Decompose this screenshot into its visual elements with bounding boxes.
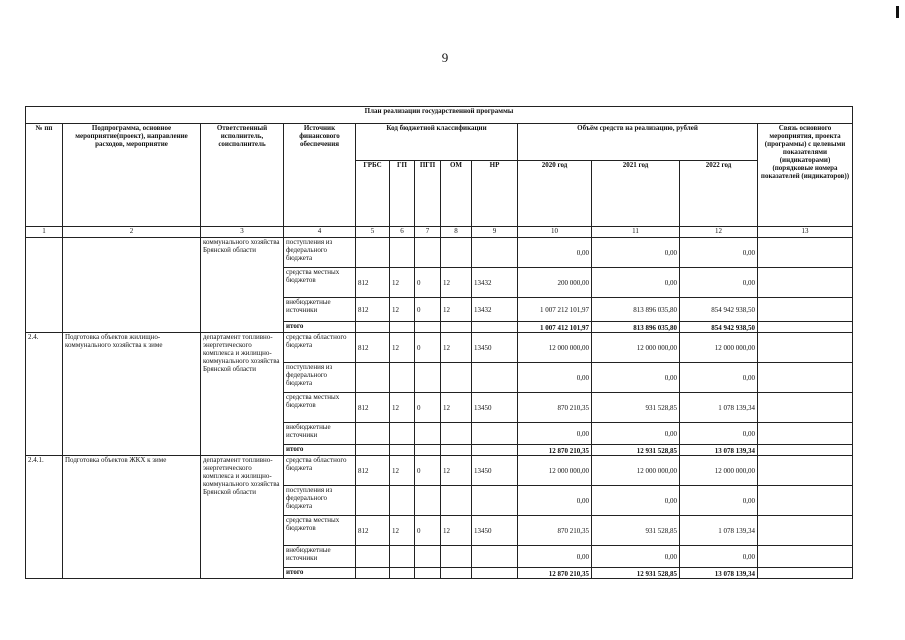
table-row bbox=[26, 333, 853, 363]
col-number: 2 bbox=[63, 227, 201, 238]
amount-2020: 0,00 bbox=[518, 546, 592, 568]
code-om bbox=[441, 546, 472, 568]
measure-name: Подготовка объектов ЖКХ к зиме bbox=[63, 456, 201, 579]
code-om bbox=[441, 238, 472, 268]
col-number: 3 bbox=[201, 227, 284, 238]
code-nr bbox=[472, 423, 518, 445]
amount-2020: 12 000 000,00 bbox=[518, 333, 592, 363]
amount-2022: 13 078 139,34 bbox=[680, 445, 758, 456]
code-gp: 12 bbox=[390, 516, 415, 546]
table-row bbox=[26, 456, 853, 486]
amount-2020: 12 870 210,35 bbox=[518, 445, 592, 456]
header-pgp: ПГП bbox=[415, 161, 441, 227]
col-number: 5 bbox=[356, 227, 390, 238]
amount-2020: 0,00 bbox=[518, 486, 592, 516]
col-number: 11 bbox=[592, 227, 680, 238]
funding-source: итого bbox=[284, 568, 356, 579]
code-om: 12 bbox=[441, 268, 472, 298]
funding-source: внебюджетные источники bbox=[284, 298, 356, 322]
header-om: ОМ bbox=[441, 161, 472, 227]
header-gp: ГП bbox=[390, 161, 415, 227]
indicator-link bbox=[758, 486, 853, 516]
col-number: 4 bbox=[284, 227, 356, 238]
header-budget-code: Код бюджетной классификации bbox=[356, 124, 518, 161]
amount-2021: 0,00 bbox=[592, 423, 680, 445]
code-pgp bbox=[415, 363, 441, 393]
funding-source: внебюджетные источники bbox=[284, 546, 356, 568]
title-row bbox=[26, 107, 853, 124]
amount-2021: 0,00 bbox=[592, 546, 680, 568]
code-grbs: 812 bbox=[356, 456, 390, 486]
code-om: 12 bbox=[441, 393, 472, 423]
code-nr: 13432 bbox=[472, 298, 518, 322]
code-om bbox=[441, 423, 472, 445]
measure-name: Подготовка объектов жилищно-коммунального хозяйства к зиме bbox=[63, 333, 201, 456]
code-gp bbox=[390, 568, 415, 579]
row-number bbox=[26, 238, 63, 333]
amount-2020: 1 007 212 101,97 bbox=[518, 298, 592, 322]
amount-2020: 12 000 000,00 bbox=[518, 456, 592, 486]
page-number: 9 bbox=[441, 50, 449, 65]
code-nr bbox=[472, 238, 518, 268]
code-nr: 13450 bbox=[472, 456, 518, 486]
code-pgp: 0 bbox=[415, 268, 441, 298]
code-pgp bbox=[415, 568, 441, 579]
table-title: План реализации государственной программы bbox=[26, 107, 853, 124]
code-gp bbox=[390, 322, 415, 333]
amount-2021: 12 931 528,85 bbox=[592, 445, 680, 456]
amount-2020: 0,00 bbox=[518, 423, 592, 445]
code-nr bbox=[472, 546, 518, 568]
amount-2022: 1 078 139,34 bbox=[680, 516, 758, 546]
code-nr: 13450 bbox=[472, 516, 518, 546]
code-pgp bbox=[415, 423, 441, 445]
amount-2021: 931 528,85 bbox=[592, 516, 680, 546]
header-executor: Ответственный исполнитель, соисполнитель bbox=[201, 124, 284, 227]
edge-mark bbox=[896, 6, 899, 18]
amount-2020: 200 000,00 bbox=[518, 268, 592, 298]
code-gp bbox=[390, 445, 415, 456]
amount-2021: 813 896 035,80 bbox=[592, 298, 680, 322]
indicator-link bbox=[758, 298, 853, 322]
code-pgp bbox=[415, 322, 441, 333]
code-pgp bbox=[415, 546, 441, 568]
measure-name bbox=[63, 238, 201, 333]
code-grbs bbox=[356, 238, 390, 268]
indicator-link bbox=[758, 546, 853, 568]
amount-2022: 1 078 139,34 bbox=[680, 393, 758, 423]
code-grbs bbox=[356, 568, 390, 579]
code-pgp bbox=[415, 486, 441, 516]
indicator-link bbox=[758, 333, 853, 363]
indicator-link bbox=[758, 238, 853, 268]
code-grbs: 812 bbox=[356, 333, 390, 363]
funding-source: средства местных бюджетов bbox=[284, 268, 356, 298]
col-number: 9 bbox=[472, 227, 518, 238]
amount-2020: 0,00 bbox=[518, 238, 592, 268]
funding-source: средства местных бюджетов bbox=[284, 516, 356, 546]
code-om bbox=[441, 568, 472, 579]
funding-source: средства областного бюджета bbox=[284, 333, 356, 363]
funding-source: средства областного бюджета bbox=[284, 456, 356, 486]
header-num: № пп bbox=[26, 124, 63, 227]
code-gp: 12 bbox=[390, 456, 415, 486]
code-grbs: 812 bbox=[356, 298, 390, 322]
code-pgp: 0 bbox=[415, 298, 441, 322]
col-number: 1 bbox=[26, 227, 63, 238]
indicator-link bbox=[758, 516, 853, 546]
code-gp bbox=[390, 486, 415, 516]
code-om bbox=[441, 363, 472, 393]
amount-2022: 0,00 bbox=[680, 546, 758, 568]
indicator-link bbox=[758, 363, 853, 393]
code-pgp: 0 bbox=[415, 333, 441, 363]
code-grbs bbox=[356, 363, 390, 393]
code-gp: 12 bbox=[390, 333, 415, 363]
code-nr bbox=[472, 322, 518, 333]
code-grbs bbox=[356, 486, 390, 516]
code-nr: 13450 bbox=[472, 333, 518, 363]
column-number-row bbox=[26, 227, 853, 238]
col-number: 7 bbox=[415, 227, 441, 238]
amount-2021: 12 000 000,00 bbox=[592, 333, 680, 363]
code-om: 12 bbox=[441, 298, 472, 322]
code-pgp bbox=[415, 445, 441, 456]
amount-2022: 854 942 938,50 bbox=[680, 298, 758, 322]
funding-source: итого bbox=[284, 445, 356, 456]
code-om bbox=[441, 322, 472, 333]
code-grbs: 812 bbox=[356, 516, 390, 546]
header-amount: Объём средств на реализацию, рублей bbox=[518, 124, 758, 161]
funding-source: поступления из федерального бюджета bbox=[284, 486, 356, 516]
code-nr bbox=[472, 486, 518, 516]
executor: коммунального хозяйства Брянской области bbox=[201, 238, 284, 333]
funding-source: поступления из федерального бюджета bbox=[284, 363, 356, 393]
amount-2022: 12 000 000,00 bbox=[680, 333, 758, 363]
header-row-1 bbox=[26, 124, 853, 161]
header-source: Источник финансового обеспечения bbox=[284, 124, 356, 227]
amount-2020: 0,00 bbox=[518, 363, 592, 393]
code-nr bbox=[472, 363, 518, 393]
code-grbs: 812 bbox=[356, 268, 390, 298]
code-grbs: 812 bbox=[356, 393, 390, 423]
col-number: 10 bbox=[518, 227, 592, 238]
table-row bbox=[26, 238, 853, 268]
code-nr: 13450 bbox=[472, 393, 518, 423]
funding-source: итого bbox=[284, 322, 356, 333]
code-gp bbox=[390, 238, 415, 268]
code-nr: 13432 bbox=[472, 268, 518, 298]
code-grbs bbox=[356, 423, 390, 445]
amount-2022: 0,00 bbox=[680, 238, 758, 268]
amount-2022: 13 078 139,34 bbox=[680, 568, 758, 579]
amount-2021: 0,00 bbox=[592, 486, 680, 516]
amount-2022: 12 000 000,00 bbox=[680, 456, 758, 486]
amount-2020: 12 870 210,35 bbox=[518, 568, 592, 579]
amount-2021: 12 931 528,85 bbox=[592, 568, 680, 579]
program-plan-table bbox=[25, 106, 853, 579]
code-gp: 12 bbox=[390, 393, 415, 423]
code-grbs bbox=[356, 546, 390, 568]
col-number: 6 bbox=[390, 227, 415, 238]
amount-2022: 0,00 bbox=[680, 423, 758, 445]
header-2022: 2022 год bbox=[680, 161, 758, 227]
amount-2022: 0,00 bbox=[680, 268, 758, 298]
code-nr bbox=[472, 568, 518, 579]
funding-source: поступления из федерального бюджета bbox=[284, 238, 356, 268]
executor: департамент топливно-энергетического комплекса и жилищно-коммунального хозяйства Брянской области bbox=[201, 456, 284, 579]
code-pgp bbox=[415, 238, 441, 268]
header-2020: 2020 год bbox=[518, 161, 592, 227]
header-subprogram: Подпрограмма, основное мероприятие(проект), направление расходов, мероприятие bbox=[63, 124, 201, 227]
row-number: 2.4. bbox=[26, 333, 63, 456]
code-grbs bbox=[356, 445, 390, 456]
indicator-link bbox=[758, 393, 853, 423]
header-grbs: ГРБС bbox=[356, 161, 390, 227]
amount-2021: 12 000 000,00 bbox=[592, 456, 680, 486]
header-nr: НР bbox=[472, 161, 518, 227]
code-nr bbox=[472, 445, 518, 456]
code-pgp: 0 bbox=[415, 456, 441, 486]
amount-2021: 0,00 bbox=[592, 363, 680, 393]
funding-source: внебюджетные источники bbox=[284, 423, 356, 445]
code-om bbox=[441, 486, 472, 516]
indicator-link bbox=[758, 445, 853, 456]
code-om: 12 bbox=[441, 516, 472, 546]
code-pgp: 0 bbox=[415, 516, 441, 546]
amount-2021: 0,00 bbox=[592, 238, 680, 268]
code-pgp: 0 bbox=[415, 393, 441, 423]
amount-2020: 1 007 412 101,97 bbox=[518, 322, 592, 333]
indicator-link bbox=[758, 322, 853, 333]
header-2021: 2021 год bbox=[592, 161, 680, 227]
col-number: 13 bbox=[758, 227, 853, 238]
col-number: 12 bbox=[680, 227, 758, 238]
amount-2022: 0,00 bbox=[680, 363, 758, 393]
indicator-link bbox=[758, 268, 853, 298]
amount-2020: 870 210,35 bbox=[518, 516, 592, 546]
code-om: 12 bbox=[441, 333, 472, 363]
header-link: Связь основного мероприятия, проекта (программы) с целевыми показателями (индикаторами) (порядковые номера показателей (индикаторов)) bbox=[758, 124, 853, 227]
row-number: 2.4.1. bbox=[26, 456, 63, 579]
indicator-link bbox=[758, 456, 853, 486]
amount-2022: 854 942 938,50 bbox=[680, 322, 758, 333]
amount-2022: 0,00 bbox=[680, 486, 758, 516]
code-gp: 12 bbox=[390, 268, 415, 298]
amount-2021: 0,00 bbox=[592, 268, 680, 298]
code-gp bbox=[390, 546, 415, 568]
indicator-link bbox=[758, 423, 853, 445]
amount-2021: 931 528,85 bbox=[592, 393, 680, 423]
indicator-link bbox=[758, 568, 853, 579]
code-gp: 12 bbox=[390, 298, 415, 322]
code-gp bbox=[390, 423, 415, 445]
amount-2020: 870 210,35 bbox=[518, 393, 592, 423]
col-number: 8 bbox=[441, 227, 472, 238]
amount-2021: 813 896 035,80 bbox=[592, 322, 680, 333]
code-gp bbox=[390, 363, 415, 393]
code-om: 12 bbox=[441, 456, 472, 486]
funding-source: средства местных бюджетов bbox=[284, 393, 356, 423]
code-grbs bbox=[356, 322, 390, 333]
code-om bbox=[441, 445, 472, 456]
executor: департамент топливно-энергетического комплекса и жилищно-коммунального хозяйства Брянской области bbox=[201, 333, 284, 456]
